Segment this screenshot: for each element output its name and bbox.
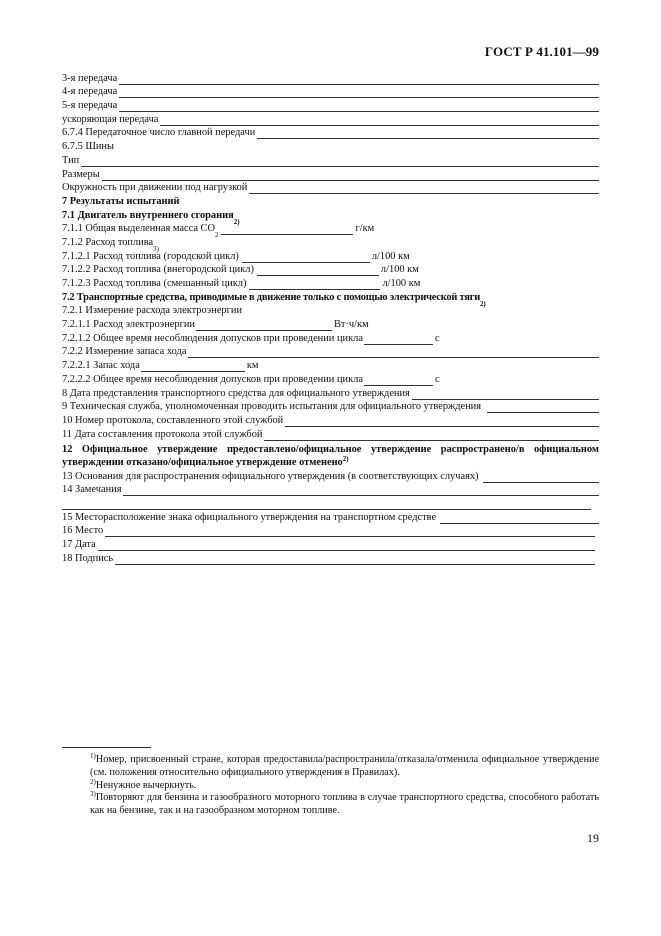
blank-line[interactable] [115, 555, 595, 565]
blank-line[interactable] [364, 376, 433, 386]
footnote-separator [62, 747, 151, 748]
form-row [62, 537, 599, 551]
form-row [62, 181, 599, 195]
form-row [62, 524, 599, 538]
form-body [62, 71, 599, 565]
blank-line[interactable] [285, 417, 599, 427]
footnote: $^{2)}$Ненужное вычеркнуть. [90, 778, 197, 791]
form-row [62, 551, 599, 565]
field-label: Размеры [62, 168, 100, 180]
blank-line[interactable] [102, 171, 599, 181]
field-label: 7.1.2.1 Расход топлива (городской цикл) [62, 250, 239, 262]
blank-line[interactable] [196, 321, 332, 331]
unit-label: л/100 км [382, 278, 421, 289]
form-row [62, 139, 599, 153]
field-label: 5-я передача [62, 100, 118, 112]
footnote-ref: 2) [342, 454, 349, 463]
page-number: 19 [587, 831, 599, 845]
blank-line[interactable] [249, 280, 380, 290]
form-row [62, 249, 599, 263]
blank-line[interactable] [440, 514, 599, 524]
field-label: 13 Основания для распространения официального утверждения (в соответствующих случаях) [62, 470, 479, 482]
form-row [62, 112, 599, 126]
form-row [62, 153, 599, 167]
form-row [62, 345, 599, 359]
field-label: 7.2.1 Измерение расхода электроэнергии [62, 305, 243, 317]
blank-line[interactable] [119, 102, 599, 112]
form-row [62, 304, 599, 318]
section-heading: 7.1 Двигатель внутреннего сгорания 2) [62, 209, 240, 226]
field-label: 7.2.1.1 Расход электроэнергии [62, 319, 195, 331]
blank-line[interactable] [160, 116, 599, 126]
form-row [62, 496, 599, 510]
form-row [62, 71, 599, 85]
blank-line[interactable] [221, 225, 353, 235]
field-label: 10 Номер протокола, составленного этой службой [62, 414, 284, 426]
field-label: Тип [62, 154, 80, 166]
blank-line[interactable] [257, 266, 379, 276]
blank-line[interactable] [487, 403, 599, 413]
blank-line[interactable] [264, 431, 599, 441]
field-label: 7.1.1 Общая выделенная масса CO [62, 223, 215, 235]
blank-line[interactable] [249, 184, 599, 194]
blank-line[interactable] [119, 75, 599, 85]
field-label: ускоряющая передача [62, 113, 159, 125]
form-row [62, 98, 599, 112]
form-row [62, 427, 599, 441]
field-label: 14 Замечания [62, 484, 122, 496]
footnote-mark: 1) [90, 752, 96, 760]
form-row [62, 331, 599, 345]
field-label: 18 Подпись [62, 552, 114, 564]
form-row [62, 372, 599, 386]
field-label: 7.1.2.3 Расход топлива (смешанный цикл) [62, 278, 247, 289]
footnote-mark: 2) [90, 778, 96, 786]
blank-line[interactable] [141, 362, 245, 372]
field-label: 4-я передача [62, 86, 118, 98]
blank-line[interactable] [412, 390, 599, 400]
form-row [62, 413, 599, 427]
field-label: 6.7.4 Передаточное число главной передачи [62, 127, 256, 139]
form-row [62, 358, 599, 372]
blank-line[interactable] [81, 157, 599, 167]
unit-label: Вт·ч/км [334, 319, 369, 331]
field-label: 7.2.2.1 Запас хода [62, 360, 140, 372]
form-row [62, 85, 599, 99]
field-label: 8 Дата представления транспортного средства для официального утверждения [62, 387, 410, 399]
blank-line[interactable] [483, 473, 599, 483]
form-row [62, 400, 599, 414]
form-row: 7.1.2 Расход топлива 3) [62, 236, 159, 253]
field-label: 6.7.5 Шины [62, 141, 114, 153]
footnote-mark: 3) [90, 790, 96, 798]
unit-label: г/км [355, 223, 375, 235]
footnote: $^{1)}$Номер, присвоенный стране, которая предоставила/распространила/отказала/отменила официальное утверждение (см. положения относительно официального утверждения в Правилах). [90, 752, 599, 778]
blank-line[interactable] [257, 129, 599, 139]
unit-label: л/100 км [380, 264, 419, 276]
page-header: ГОСТ Р 41.101—99 [484, 44, 599, 59]
blank-line[interactable] [98, 541, 595, 551]
blank-line[interactable] [105, 527, 595, 537]
field-label: 16 Место [62, 525, 104, 537]
footnote: $^{3)}$Повторяют для бензина и газообразного моторного топлива в случае транспортного средства, способного работать как на бензине, так и на газообразном моторном топливе. [90, 790, 599, 816]
field-label: 9 Техническая служба, уполномоченная проводить испытания для официального утверждения [62, 401, 482, 413]
form-row [62, 317, 599, 331]
unit-label: л/100 км [371, 250, 410, 262]
unit-label: с [434, 332, 440, 344]
field-label: 17 Дата [62, 539, 96, 551]
blank-line[interactable] [119, 88, 599, 98]
field-label: 11 Дата составления протокола этой службой [62, 428, 263, 440]
blank-line[interactable] [242, 253, 370, 263]
field-label: Окружность при движении под нагрузкой [62, 182, 248, 194]
blank-line[interactable] [62, 500, 591, 510]
unit-label: с [434, 373, 440, 385]
section-heading: 7.2 Транспортные средства, приводимые в движение только с помощью электрической тяги 2) [62, 291, 486, 308]
form-row [62, 510, 599, 524]
form-row: 7.1.1 Общая выделенная масса CO 2 г/км [62, 223, 375, 240]
form-row [62, 386, 599, 400]
field-label: 7.2.2.2 Общее время несоблюдения допусков при проведении цикла [62, 373, 363, 385]
form-row [62, 276, 599, 290]
field-label: 3-я передача [62, 72, 118, 84]
form-row [62, 167, 599, 181]
form-row [62, 483, 599, 497]
field-label: 7.1.2.2 Расход топлива (внегородской цикл) [62, 264, 254, 276]
section-heading-approval: 12 Официальное утверждение предоставлено/официальное утверждение распространено/в официальном утверждении отказано/официальное утверждение отменено$^{2)}$ [62, 443, 599, 468]
blank-line[interactable] [364, 335, 433, 345]
form-row [62, 126, 599, 140]
field-label: 7.2.2 Измерение запаса хода [62, 346, 187, 358]
field-label: 7.2.1.2 Общее время несоблюдения допусков при проведении цикла [62, 332, 363, 344]
field-label: 15 Месторасположение знака официального утверждения на транспортном средстве [62, 511, 437, 523]
section-heading: 7 Результаты испытаний [62, 195, 180, 207]
field-label: 7.1.2 Расход топлива [62, 236, 154, 248]
form-row [62, 469, 599, 483]
unit-label: км [246, 360, 259, 372]
blank-line[interactable] [123, 486, 599, 496]
blank-line[interactable] [188, 348, 599, 358]
form-row [62, 263, 599, 277]
